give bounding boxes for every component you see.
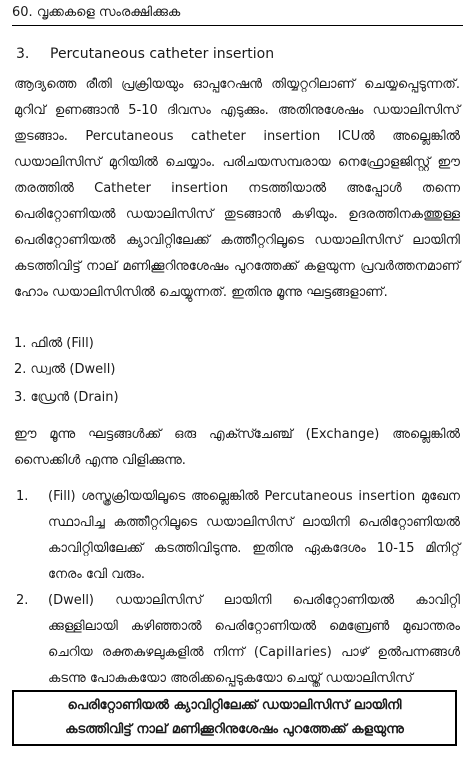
exchange-paragraph: ഈ മൂന്നു ഘട്ടങ്ങൾക്ക് ഒരു എക്സ്ചേഞ്ച് (Exchange) അല്ലെങ്കിൽ സൈക്കിൾ എന്നു വിളിക്കുന്നു.	[14, 427, 460, 468]
step-fill: 1. ഫിൽ (Fill)	[14, 336, 94, 351]
step-drain: 3. ഡ്രേൻ (Drain)	[14, 390, 119, 405]
running-header	[12, 4, 463, 26]
page-number: 60.	[12, 5, 33, 20]
list-item-number: 2.	[16, 593, 29, 608]
callout-line-2: കടത്തിവിട്ട് നാല് മണിക്കൂറിനുശേഷം പുറത്തേക്ക് കളയുന്നു	[65, 722, 404, 737]
section-title: Percutaneous catheter insertion	[50, 46, 275, 62]
list-item-number: 1.	[16, 489, 29, 504]
list-item	[14, 484, 460, 588]
list-item	[14, 588, 460, 692]
section-heading	[16, 44, 274, 64]
highlight-box	[12, 690, 457, 746]
intro-paragraph: ആദ്യത്തെ രീതി പ്രക്രിയയും ഓപ്പറേഷൻ തിയ്യറ്ററിലാണ് ചെയ്യപ്പെടുന്നത്. മുറിവ് ഉണങ്ങാൻ 5-10 ദിവസം എടുക്കും. അതിനുശേഷം ഡയാലിസിസ് തുടങ്ങാം. Percutaneous catheter insertion ICUൽ അല്ലെങ്കിൽ ഡയാലിസിസ് മുറിയിൽ ചെയ്യാം. പരിചയസമ്പരായ നെഫ്രോളജിസ്റ്റ് ഈ തരത്തിൽ Catheter insertion നടത്തിയാൽ അപ്പോൾ തന്നെ പെരിറ്റോണിയൽ ഡയാലിസിസ് തുടങ്ങാൻ കഴിയും. ഉദരത്തിനകത്തുള്ള പെരിറ്റോണിയൽ ക്യാവിറ്റിലേക്ക് കത്തീറ്ററിലൂടെ ഡയാലിസിസ് ലായിനി കടത്തിവിട്ട് നാല് മണിക്കൂറിനുശേഷം പുറത്തേക്ക് കളയുന്ന പ്രവർത്തനമാണ് ഹോം ഡയാലിസിസിൽ ചെയ്യുന്നത്. ഇതിനു മൂന്നു ഘട്ടങ്ങളാണ്.	[14, 77, 460, 300]
step-dwell: 2. ഡ്വൽ (Dwell)	[14, 362, 116, 377]
list-item-text: (Fill) ശസ്ത്രക്രിയയിലൂടെ അല്ലെങ്കിൽ Percutaneous insertion മുഖേന സ്ഥാപിച്ച കത്തീറ്ററിലൂടെ ഡയാലിസിസ് ലായിനി പെരിറ്റോണിയൽ കാവിറ്റിയിലേക്ക് കടത്തിവിടുന്നു. ഇതിനു ഏകദേശം 10-15 മിനിറ്റ് നേരം വേി വരും.	[48, 489, 460, 582]
list-item-text: (Dwell) ഡയാലിസിസ് ലായിനി പെരിറ്റോണിയൽ കാവിറ്റി ക്കുള്ളിലായി കഴിഞ്ഞാൽ പെരിറ്റോണിയൽ മെബ്രേൺ മുഖാന്തരം ചെറിയ രക്തകുഴലുകളിൽ നിന്ന് (Capillaries) പാഴ് ഉൽപന്നങ്ങൾ കടന്നു പോകുകയോ അരിക്കപ്പെടുകയോ ചെയ്ത് ഡയാലിസിസ്	[48, 593, 460, 686]
callout-line-1: പെരിറ്റോണിയൽ ക്യാവിറ്റിലേക്ക് ഡയാലിസിസ് ലായിനി	[67, 698, 402, 713]
running-title: വൃക്കകളെ സംരക്ഷിക്കുക	[36, 5, 181, 20]
section-number: 3.	[16, 46, 30, 62]
